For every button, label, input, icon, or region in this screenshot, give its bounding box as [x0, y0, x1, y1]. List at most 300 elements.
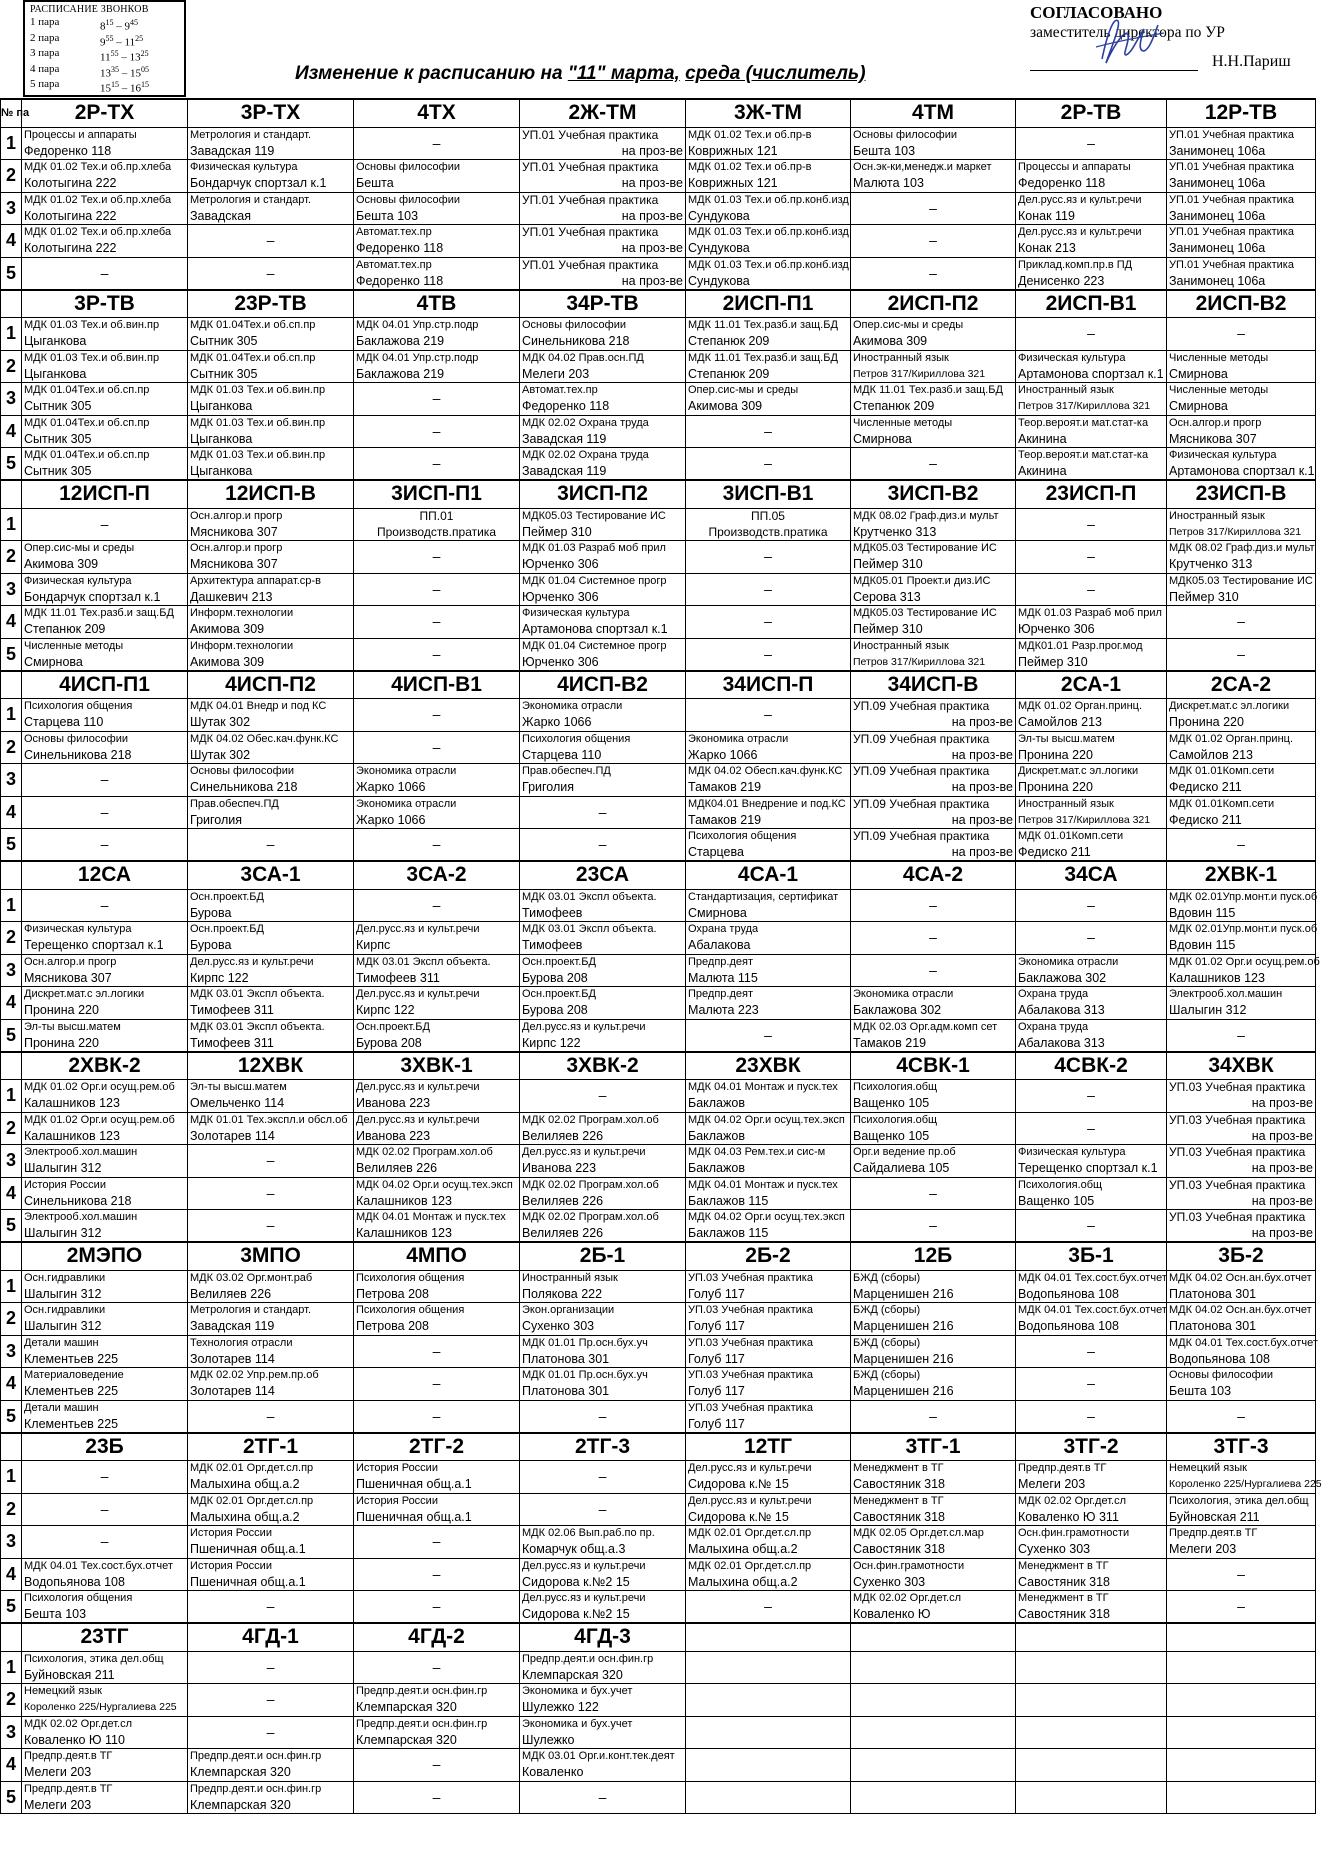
- lesson-cell: [851, 796, 1016, 829]
- lesson-subject: МДК 01.03 Тех.и об.вин.пр: [190, 416, 326, 429]
- lesson-cell: [188, 1080, 354, 1113]
- lesson-teacher-room: Цыганкова: [190, 399, 253, 413]
- group-name: 4ГД-1: [188, 1623, 354, 1651]
- lesson-subject: Процессы и аппараты: [24, 128, 137, 141]
- lesson-cell: [1167, 1716, 1316, 1749]
- lesson-cell: [1167, 1400, 1316, 1433]
- lesson-cell: [686, 764, 851, 797]
- lesson-subject: УП.01 Учебная практика: [1169, 258, 1294, 271]
- lesson-teacher-room: Голуб 117: [688, 1286, 745, 1301]
- title-date: "11" марта,: [567, 63, 680, 84]
- lesson-cell: [354, 448, 520, 481]
- lesson-cell: [1167, 383, 1316, 416]
- lesson-subject: Психология общения: [24, 700, 133, 712]
- lesson-cell: [1167, 1210, 1316, 1243]
- lesson-cell: [354, 318, 520, 351]
- lesson-teacher-room: Пеймер 310: [853, 622, 923, 636]
- lesson-subject: МДК 02.02 Орг.дет.сл: [24, 1717, 133, 1730]
- lesson-cell: [520, 638, 686, 671]
- group-name: 3СА-2: [354, 861, 520, 889]
- lesson-cell: [1167, 1145, 1316, 1178]
- bell-start-m: 55: [110, 49, 119, 59]
- lesson-subject: УП.01 Учебная практика: [522, 225, 659, 239]
- lesson-subject: МДК 02.02 Програм.хол.об: [356, 1146, 493, 1158]
- lesson-cell: [22, 1145, 188, 1178]
- lesson-cell: [686, 1651, 851, 1684]
- lesson-row: [1, 1461, 1316, 1494]
- lesson-cell: [686, 508, 851, 541]
- lesson-cell: [520, 1493, 686, 1526]
- lesson-row: [1, 1080, 1316, 1113]
- lesson-subject: МДК 02.02 Орг.дет.сл: [853, 1592, 962, 1604]
- lesson-cell: [1167, 257, 1316, 290]
- lesson-teacher-room: Тамаков 219: [688, 780, 762, 794]
- empty-lesson-dash: –: [1087, 515, 1095, 532]
- lesson-subject: Немецкий язык: [24, 1685, 102, 1697]
- empty-lesson-dash: –: [764, 613, 772, 629]
- lesson-cell: [354, 1177, 520, 1210]
- group-name: 2МЭПО: [22, 1242, 188, 1270]
- lesson-teacher-room: Пеймер 310: [853, 557, 923, 571]
- lesson-teacher-room: Смирнова: [1169, 399, 1228, 413]
- lesson-subject: Эл-ты высш.матем: [24, 1020, 121, 1033]
- lesson-teacher-room: на проз-ве: [1251, 1226, 1313, 1240]
- lesson-subject: Иностранный язык: [1018, 797, 1114, 810]
- group-name: 34ИСП-П: [686, 671, 851, 699]
- lesson-cell: [1016, 415, 1167, 448]
- lesson-row: [1, 541, 1316, 574]
- lesson-cell: [851, 1019, 1016, 1052]
- group-header-row: [1, 861, 1316, 889]
- lesson-subject: Приклад.комп.пр.в ПД: [1018, 258, 1133, 271]
- lesson-cell: [354, 987, 520, 1020]
- lesson-cell: [1016, 1461, 1167, 1494]
- lesson-cell: [1167, 1368, 1316, 1401]
- group-name: 3ИСП-В2: [851, 480, 1016, 508]
- lesson-subject: УП.09 Учебная практика: [853, 731, 990, 746]
- lesson-cell: [1016, 192, 1167, 225]
- lesson-cell: [22, 448, 188, 481]
- lesson-teacher-room: Цыганкова: [24, 366, 87, 381]
- lesson-row: [1, 1177, 1316, 1210]
- empty-lesson-dash: –: [1237, 1407, 1245, 1424]
- lesson-cell: [1167, 1461, 1322, 1494]
- lesson-cell: [851, 889, 1016, 922]
- lesson-number: 5: [1, 1781, 22, 1814]
- lesson-subject: МДК 01.04Тех.и об.сп.пр: [24, 384, 150, 396]
- lesson-subject: Электрооб.хол.машин: [1169, 988, 1283, 1000]
- lesson-cell: [354, 1651, 520, 1684]
- lesson-teacher-room: Производств.пратика: [376, 524, 496, 539]
- lesson-subject: Физическая культура: [1018, 351, 1126, 364]
- empty-lesson-dash: –: [1237, 1565, 1245, 1582]
- lesson-cell: [188, 638, 354, 671]
- lesson-cell: [1167, 889, 1316, 922]
- lesson-cell: [1167, 350, 1316, 383]
- group-name: 2ТГ-3: [520, 1433, 686, 1461]
- group-header-row: [1, 290, 1316, 318]
- lesson-cell: [22, 922, 188, 955]
- lesson-cell: [22, 606, 188, 639]
- lesson-cell: [22, 638, 188, 671]
- lesson-cell: [354, 127, 520, 160]
- lesson-subject: Иностранный язык: [1018, 384, 1114, 396]
- lesson-teacher-room: Шалыгин 312: [24, 1286, 102, 1301]
- empty-lesson-dash: –: [266, 1723, 275, 1740]
- lesson-subject: Дел.русс.яз и культ.речи: [356, 923, 480, 935]
- lesson-cell: [520, 922, 686, 955]
- group-name: 4ТВ: [354, 290, 520, 318]
- lesson-row: [1, 225, 1316, 258]
- lesson-subject: Осн.гидравлики: [24, 1271, 106, 1284]
- lesson-subject: Психология.общ: [1018, 1178, 1103, 1191]
- lesson-cell: [22, 731, 188, 764]
- empty-lesson-dash: –: [1237, 1026, 1245, 1043]
- lesson-cell: [1167, 415, 1316, 448]
- schedule-body: [1, 99, 1322, 1814]
- lesson-cell: [22, 889, 188, 922]
- lesson-teacher-room: Пронина 220: [1169, 715, 1244, 729]
- empty-lesson-dash: –: [432, 706, 441, 722]
- empty-lesson-dash: –: [100, 896, 109, 913]
- number-header: № па: [1, 99, 22, 127]
- lesson-teacher-room: Коваленко: [522, 1765, 584, 1779]
- lesson-cell: [1016, 1526, 1167, 1559]
- lesson-subject: МДК 01.03 Разраб моб прил: [1018, 607, 1162, 619]
- lesson-teacher-room: Калашников 123: [356, 1193, 452, 1208]
- lesson-cell: [1167, 1781, 1316, 1814]
- lesson-subject: УП.01 Учебная практика: [522, 127, 659, 142]
- lesson-subject: Метрология и стандарт.: [190, 193, 311, 206]
- lesson-subject: Экономика отрасли: [356, 797, 457, 810]
- lesson-subject: МДК 04.01 Монтаж и пуск.тех: [688, 1178, 838, 1191]
- lesson-cell: [1016, 1080, 1167, 1113]
- lesson-teacher-room: Малыхина общ.а.2: [688, 1574, 798, 1589]
- lesson-cell: [1016, 954, 1167, 987]
- lesson-cell: [851, 160, 1016, 193]
- lesson-teacher-room: Григолия: [522, 780, 575, 794]
- lesson-subject: Физическая культура: [190, 161, 298, 173]
- lesson-teacher-room: Абалакова: [688, 938, 751, 952]
- group-name: 23ИСП-П: [1016, 480, 1167, 508]
- lesson-row: [1, 192, 1316, 225]
- bell-row-name: 3 пара: [30, 47, 60, 60]
- lesson-row: [1, 764, 1316, 797]
- lesson-subject: Осн.гидравлики: [24, 1304, 106, 1316]
- bell-row-name: 1 пара: [30, 16, 60, 28]
- empty-lesson-dash: –: [100, 803, 109, 820]
- lesson-teacher-room: Сухенко 303: [853, 1574, 926, 1589]
- empty-lesson-dash: –: [432, 1756, 441, 1772]
- lesson-cell: [686, 160, 851, 193]
- lesson-subject: МДК 01.03 Тех.и об.пр.конб.изд: [688, 193, 849, 206]
- lesson-cell: [188, 1526, 354, 1559]
- lesson-cell: [520, 318, 686, 351]
- lesson-subject: Дискрет.мат.с эл.логики: [1169, 700, 1290, 712]
- lesson-cell: [686, 1270, 851, 1303]
- lesson-subject: МДК 04.02 Орг.и осущ.тех.эксп: [688, 1211, 845, 1223]
- bell-row: [25, 15, 184, 31]
- lesson-subject: Численные методы: [1169, 351, 1269, 364]
- lesson-cell: [354, 257, 520, 290]
- lesson-teacher-room: Марценишен 216: [853, 1319, 954, 1333]
- lesson-cell: [1167, 1558, 1316, 1591]
- lesson-cell: [520, 1303, 686, 1336]
- lesson-cell: [354, 1112, 520, 1145]
- lesson-number: 3: [1, 954, 22, 987]
- lesson-teacher-room: Малыхина общ.а.2: [190, 1477, 300, 1491]
- lesson-teacher-room: Сытник 305: [24, 464, 92, 478]
- lesson-cell: [22, 415, 188, 448]
- lesson-teacher-room: Синельникова 218: [24, 747, 132, 762]
- empty-lesson-dash: –: [929, 232, 937, 248]
- lesson-teacher-room: Крутченко 313: [1169, 557, 1253, 571]
- lesson-teacher-room: Велиляев 226: [522, 1193, 604, 1208]
- lesson-subject: Психология.общ: [853, 1113, 938, 1126]
- lesson-subject: МДК 04.01 Тех.сост.бух.отчет: [1169, 1336, 1318, 1349]
- lesson-cell: [686, 1210, 851, 1243]
- lesson-cell: [188, 225, 354, 258]
- lesson-cell: [1016, 541, 1167, 574]
- lesson-teacher-room: Калашников 123: [24, 1096, 120, 1110]
- lesson-teacher-room: Клемпарская 320: [190, 1797, 291, 1812]
- lesson-teacher-room: Пеймер 310: [522, 524, 592, 539]
- lesson-teacher-room: Водопьянова 108: [1018, 1319, 1119, 1333]
- lesson-cell: [22, 699, 188, 732]
- lesson-cell: [851, 1112, 1016, 1145]
- lesson-subject: МДК 01.01Комп.сети: [1018, 830, 1124, 842]
- lesson-teacher-room: Самойлов 213: [1018, 715, 1103, 729]
- empty-lesson-dash: –: [432, 580, 441, 597]
- lesson-cell: [1167, 573, 1316, 606]
- lesson-teacher-room: Шалыгин 312: [24, 1226, 102, 1240]
- lesson-subject: МДК 01.02 Орг.и осущ.рем.об: [24, 1113, 175, 1126]
- lesson-teacher-room: Колотыгина 222: [24, 208, 117, 223]
- lesson-cell: [188, 508, 354, 541]
- lesson-teacher-room: Мясникова 307: [24, 970, 112, 985]
- lesson-cell: [1016, 764, 1167, 797]
- lesson-cell: [686, 1145, 851, 1178]
- lesson-subject: Иностранный язык: [1169, 509, 1265, 522]
- empty-lesson-dash: –: [1237, 325, 1245, 341]
- lesson-teacher-room: Баклажов: [688, 1128, 745, 1143]
- lesson-cell: [1016, 1145, 1167, 1178]
- lesson-teacher-room: Жарко 1066: [356, 780, 426, 794]
- lesson-cell: [686, 731, 851, 764]
- lesson-teacher-room: Занимонец 106а: [1169, 176, 1266, 190]
- lesson-cell: [188, 1558, 354, 1591]
- lesson-subject: МДК 01.02 Орг.и осущ.рем.об: [1169, 955, 1320, 968]
- lesson-cell: [22, 127, 188, 160]
- lesson-cell: [354, 1781, 520, 1814]
- lesson-teacher-room: Завадская: [190, 208, 251, 223]
- lesson-teacher-room: Абалакова 313: [1018, 1035, 1105, 1050]
- lesson-cell: [188, 1335, 354, 1368]
- lesson-teacher-room: Водопьянова 108: [1169, 1351, 1270, 1366]
- lesson-cell: [520, 764, 686, 797]
- lesson-subject: МДК 01.02 Тех.и об.пр.хлеба: [24, 193, 172, 206]
- lesson-cell: [520, 829, 686, 862]
- lesson-row: [1, 1400, 1316, 1433]
- lesson-subject: История России: [356, 1494, 438, 1507]
- lesson-teacher-room: Пшеничная общ.а.1: [356, 1477, 472, 1491]
- lesson-subject: МДК 04.01 Упр.стр.подр: [356, 351, 479, 364]
- lesson-cell: [520, 1591, 686, 1624]
- lesson-teacher-room: Коваленко Ю 311: [1018, 1509, 1119, 1524]
- lesson-teacher-room: Буйновская 211: [1169, 1509, 1260, 1524]
- lesson-subject: Прав.обеспеч.ПД: [522, 765, 611, 777]
- lesson-subject: МДК 02.06 Вып.раб.по пр.: [522, 1527, 655, 1539]
- lesson-row: [1, 731, 1316, 764]
- lesson-teacher-room: Пшеничная общ.а.1: [190, 1574, 306, 1589]
- lesson-cell: [1016, 1749, 1167, 1782]
- lesson-teacher-room: Баклажов: [688, 1161, 745, 1175]
- lesson-subject: МДК 02.01 Орг.дет.сл.пр: [688, 1527, 812, 1539]
- lesson-teacher-room: Занимонец 106а: [1169, 241, 1266, 255]
- lesson-subject: МДК 01.03 Тех.и об.пр.конб.изд: [688, 258, 849, 271]
- lesson-subject: МДК 03.01 Экспл объекта.: [522, 923, 657, 935]
- lesson-cell: [1167, 318, 1316, 351]
- lesson-cell: [851, 350, 1016, 383]
- lesson-subject: Охрана труда: [688, 923, 759, 935]
- lesson-cell: [520, 606, 686, 639]
- lesson-teacher-room: Тамаков 219: [853, 1035, 927, 1050]
- group-name: 3Р-ТХ: [188, 99, 354, 127]
- lesson-subject: Предпр.деят.в ТГ: [24, 1782, 113, 1795]
- lesson-cell: [686, 1335, 851, 1368]
- lesson-subject: Осн.проект.БД: [522, 955, 596, 968]
- lesson-cell: [1016, 1558, 1167, 1591]
- lesson-cell: [851, 573, 1016, 606]
- lesson-teacher-room: Шалыгин 312: [24, 1319, 102, 1333]
- lesson-teacher-room: Иванова 223: [356, 1096, 431, 1110]
- lesson-teacher-room: Сухенко 303: [522, 1319, 595, 1333]
- lesson-teacher-room: Платонова 301: [1169, 1286, 1257, 1301]
- number-header: [1, 480, 22, 508]
- lesson-number: 2: [1, 541, 22, 574]
- lesson-cell: [686, 1526, 851, 1559]
- empty-lesson-dash: –: [432, 1375, 441, 1391]
- lesson-cell: [1167, 192, 1316, 225]
- lesson-teacher-room: Цыганкова: [190, 464, 253, 478]
- empty-lesson-dash: –: [1237, 645, 1245, 662]
- lesson-teacher-room: Мясникова 307: [190, 557, 278, 571]
- empty-lesson-dash: –: [929, 1217, 937, 1233]
- lesson-cell: [354, 573, 520, 606]
- lesson-teacher-room: Короленко 225/Нургалиева 225: [24, 1701, 177, 1713]
- lesson-subject: МДК 01.03 Тех.и об.пр.конб.изд: [688, 226, 849, 238]
- lesson-cell: [851, 1145, 1016, 1178]
- lesson-subject: Дел.русс.яз и культ.речи: [522, 1592, 646, 1604]
- approver-name: Н.Н.Париш: [1212, 53, 1291, 70]
- lesson-cell: [520, 1335, 686, 1368]
- lesson-subject: Дел.русс.яз и культ.речи: [522, 1146, 646, 1158]
- lesson-subject: Менеджмент в ТГ: [1018, 1592, 1109, 1604]
- empty-lesson-dash: –: [432, 1565, 441, 1582]
- group-header-row: [1, 1052, 1316, 1080]
- lesson-teacher-room: Сытник 305: [24, 431, 92, 446]
- lesson-subject: Дел.русс.яз и культ.речи: [356, 1081, 480, 1093]
- lesson-cell: [1016, 889, 1167, 922]
- lesson-number: 2: [1, 1684, 22, 1717]
- lesson-cell: [188, 415, 354, 448]
- lesson-teacher-room: Ващенко 105: [853, 1096, 930, 1110]
- lesson-subject: Осн.алгор.и прогр: [24, 955, 117, 968]
- lesson-cell: [354, 1210, 520, 1243]
- group-name: 2ИСП-П2: [851, 290, 1016, 318]
- lesson-teacher-room: Акимова 309: [688, 399, 763, 413]
- lesson-teacher-room: Пшеничная общ.а.1: [356, 1509, 472, 1524]
- lesson-teacher-room: Завадская 119: [190, 1319, 275, 1333]
- lesson-subject: МДК01.01 Разр.прог.мод: [1018, 639, 1143, 652]
- lesson-teacher-room: Старцева 110: [24, 715, 104, 729]
- lesson-subject: МДК 02.01Упр.монт.и пуск.об: [1169, 890, 1318, 903]
- group-name: 34Р-ТВ: [520, 290, 686, 318]
- lesson-row: [1, 160, 1316, 193]
- bell-end-m: 25: [140, 49, 149, 59]
- lesson-cell: [1167, 1270, 1316, 1303]
- empty-lesson-dash: –: [764, 1598, 772, 1614]
- lesson-teacher-room: Акимова 309: [853, 334, 928, 348]
- lesson-subject: Дискрет.мат.с эл.логики: [1018, 765, 1139, 777]
- bell-start-h: 9: [100, 36, 106, 49]
- lesson-subject: История России: [356, 1462, 438, 1474]
- lesson-teacher-room: Баклажов: [688, 1096, 745, 1110]
- lesson-cell: [1167, 1112, 1316, 1145]
- group-name: 34ИСП-В: [851, 671, 1016, 699]
- empty-lesson-dash: –: [598, 1500, 607, 1517]
- lesson-subject: Дел.русс.яз и культ.речи: [522, 1020, 646, 1033]
- lesson-cell: [188, 922, 354, 955]
- lesson-teacher-room: Тимофеев: [522, 938, 583, 952]
- lesson-cell: [1167, 764, 1316, 797]
- lesson-subject: УП.09 Учебная практика: [853, 829, 990, 843]
- lesson-teacher-room: Омельченко 114: [190, 1096, 285, 1110]
- lesson-teacher-room: Голуб 117: [688, 1384, 745, 1398]
- lesson-cell: [686, 954, 851, 987]
- lesson-subject: Архитектура аппарат.ср-в: [190, 574, 321, 587]
- lesson-row: [1, 922, 1316, 955]
- lesson-subject: Осн.проект.БД: [190, 890, 264, 903]
- lesson-number: 2: [1, 922, 22, 955]
- group-name: 4ИСП-П1: [22, 671, 188, 699]
- lesson-subject: Теор.вероят.и мат.стат-ка: [1018, 449, 1149, 461]
- lesson-cell: [686, 1781, 851, 1814]
- lesson-cell: [851, 1080, 1016, 1113]
- bell-start-h: 8: [100, 20, 106, 33]
- lesson-subject: Дел.русс.яз и культ.речи: [522, 1559, 646, 1572]
- lesson-subject: Электрооб.хол.машин: [24, 1146, 138, 1158]
- group-name: 12ХВК: [188, 1052, 354, 1080]
- lesson-cell: [686, 699, 851, 732]
- lesson-teacher-room: Сундукова: [688, 273, 750, 288]
- lesson-cell: [520, 1749, 686, 1782]
- lesson-teacher-room: Жарко 1066: [688, 747, 758, 762]
- lesson-teacher-room: Акимова 309: [190, 654, 265, 669]
- lesson-cell: [851, 987, 1016, 1020]
- lesson-row: [1, 1368, 1316, 1401]
- lesson-cell: [354, 508, 520, 541]
- lesson-teacher-room: Цыганкова: [24, 334, 87, 348]
- bell-end-h: 11: [124, 36, 136, 49]
- lesson-cell: [686, 318, 851, 351]
- lesson-cell: [851, 1558, 1016, 1591]
- lesson-cell: [1167, 127, 1316, 160]
- lesson-cell: [188, 383, 354, 416]
- lesson-teacher-room: Сидорова к.№2 15: [522, 1574, 630, 1589]
- lesson-teacher-room: Цыганкова: [190, 431, 253, 446]
- empty-lesson-dash: –: [598, 1468, 607, 1484]
